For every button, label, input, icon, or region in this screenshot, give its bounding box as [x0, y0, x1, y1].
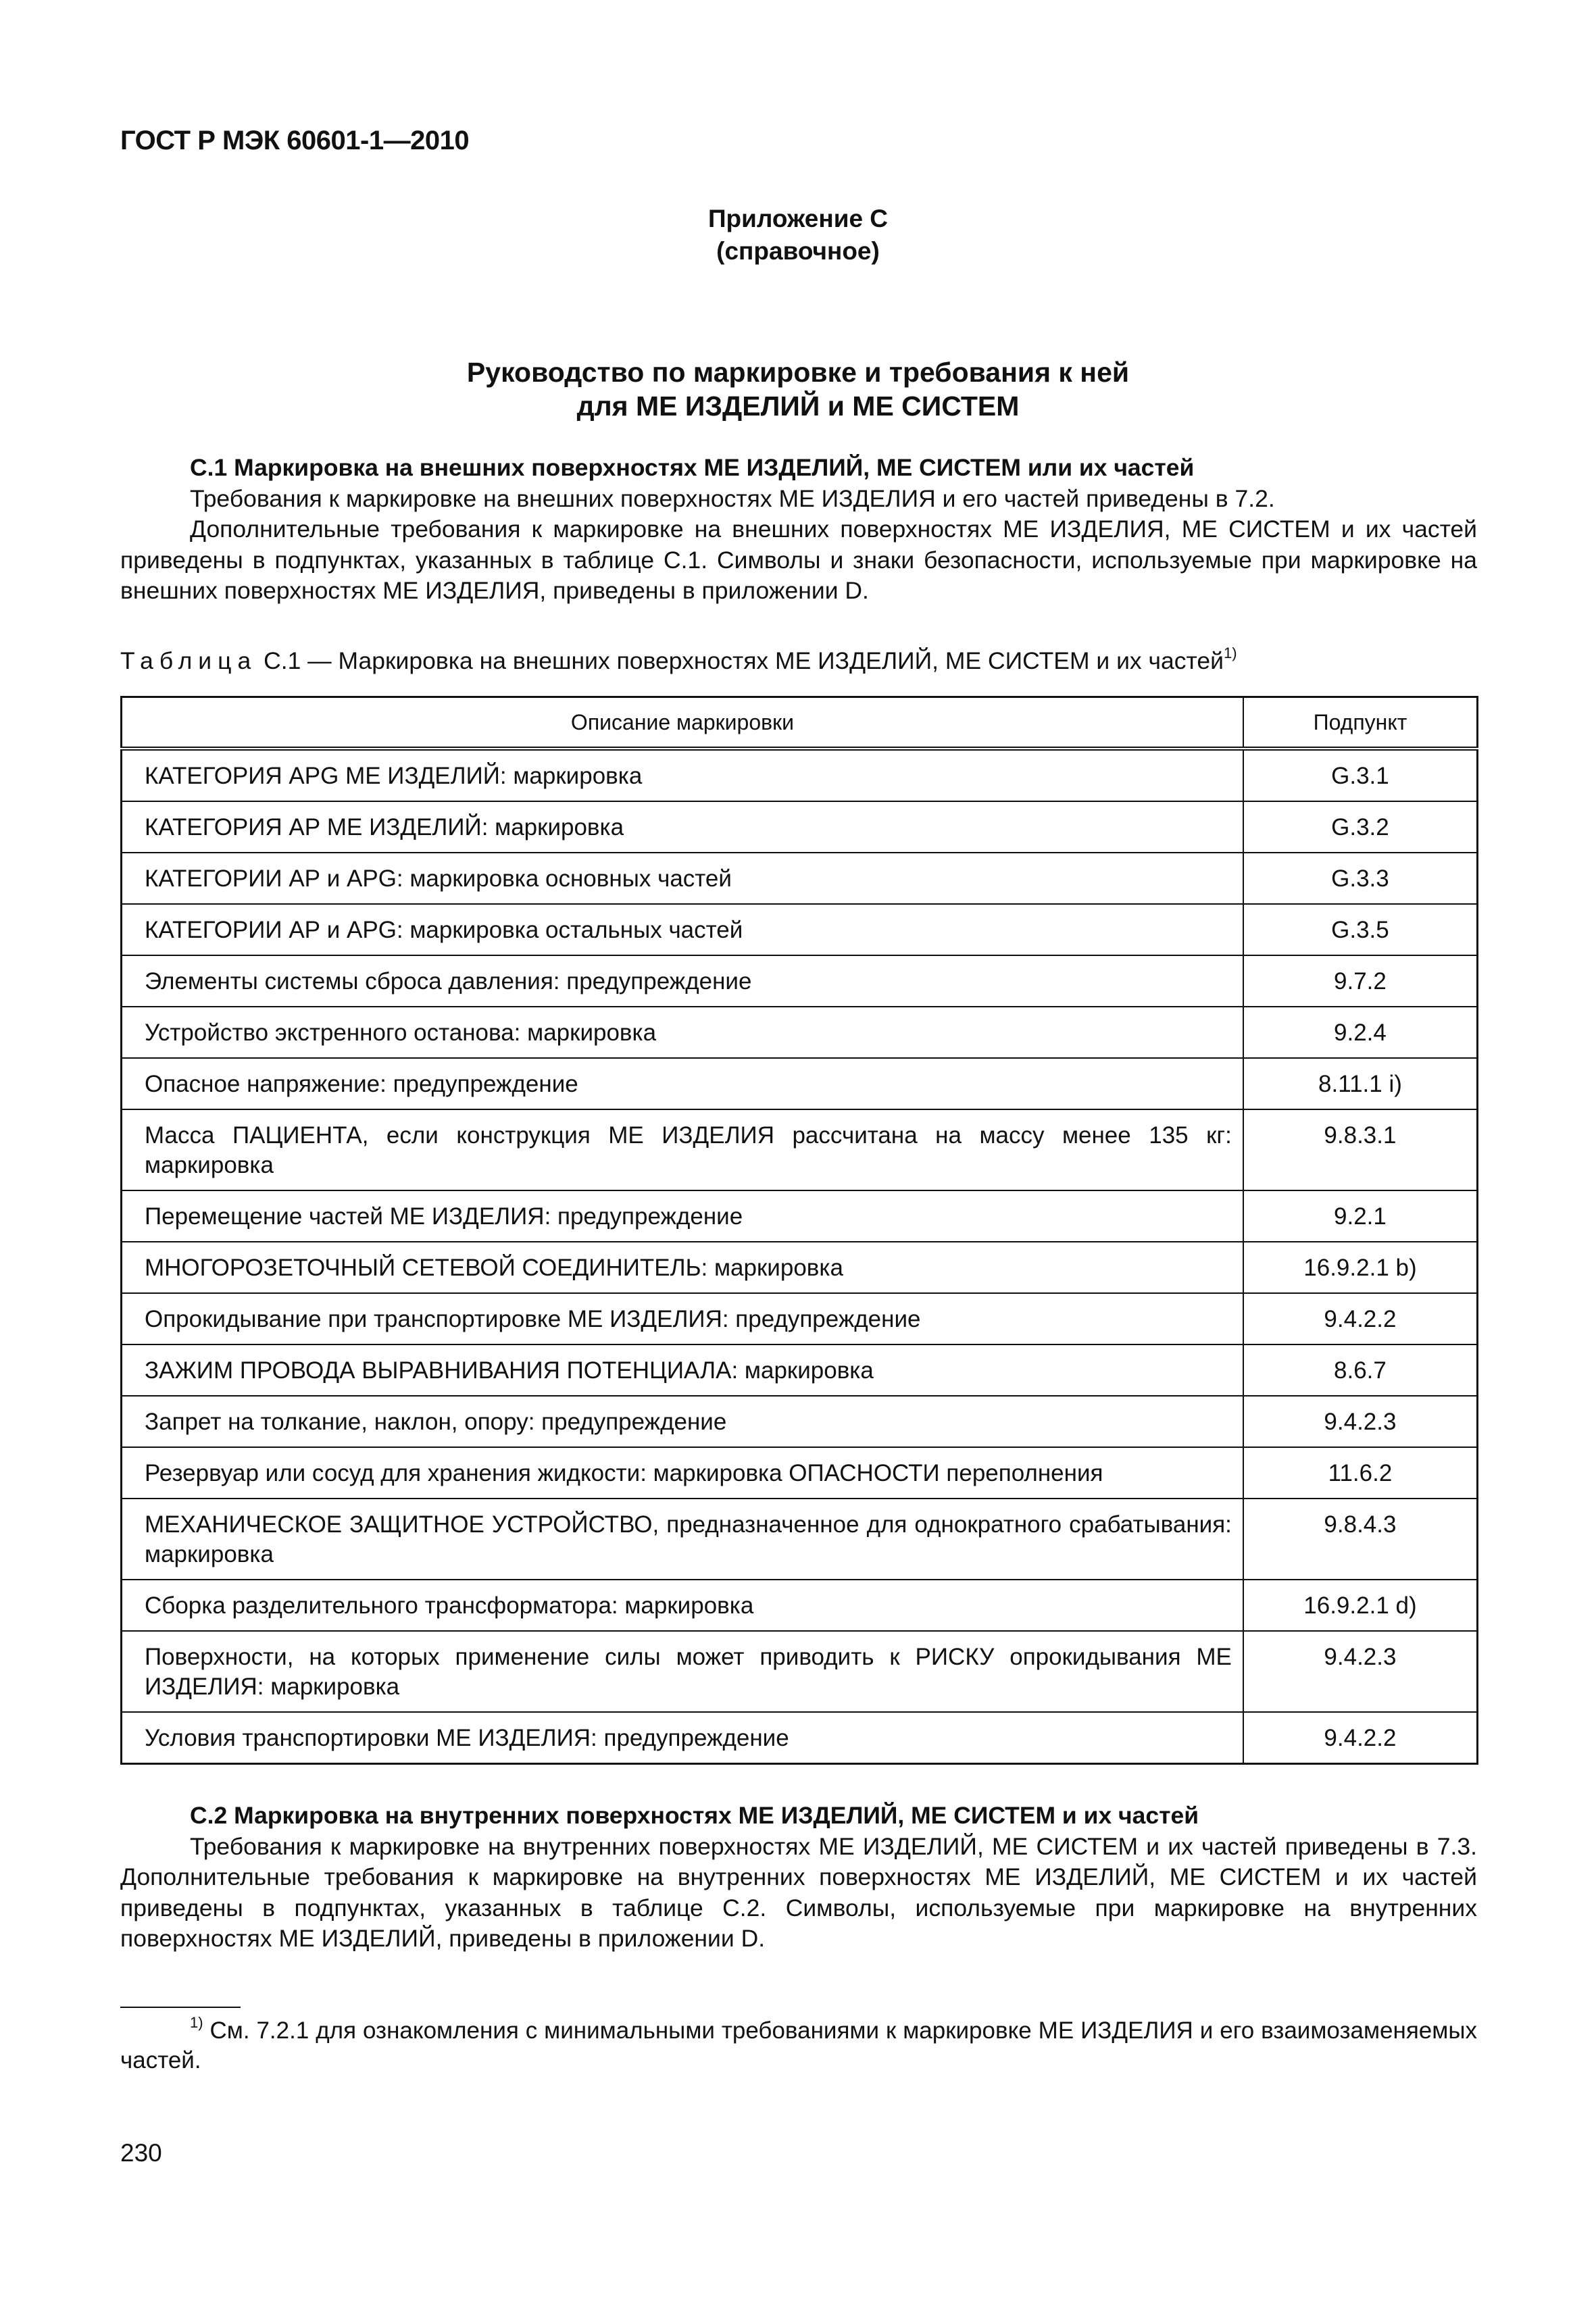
section-c1 [120, 453, 1477, 607]
table-row [122, 1631, 1478, 1712]
table-header-row [122, 697, 1478, 749]
cell-description: КАТЕГОРИЯ АР МЕ ИЗДЕЛИЙ: маркировка [122, 801, 1243, 853]
cell-subclause: 9.2.1 [1243, 1190, 1478, 1242]
cell-description: Опрокидывание при транспортировке МЕ ИЗДЕЛИЯ: предупреждение [122, 1293, 1243, 1344]
section-heading: С.2 Маркировка на внутренних поверхностях МЕ ИЗДЕЛИЙ, МЕ СИСТЕМ и их частей [190, 1802, 1199, 1829]
table-row [122, 1242, 1478, 1293]
table-caption-word: Таблица [120, 647, 257, 674]
annex-heading [0, 203, 1596, 268]
table-row [122, 1712, 1478, 1764]
footnote-reference: 1) [1223, 645, 1237, 661]
column-header-subclause: Подпункт [1243, 697, 1478, 749]
table-row [122, 1499, 1478, 1580]
table-row [122, 1580, 1478, 1631]
cell-subclause: 9.8.4.3 [1243, 1499, 1478, 1580]
cell-description: Элементы системы сброса давления: предупреждение [122, 955, 1243, 1007]
table-row [122, 1447, 1478, 1499]
paragraph: Требования к маркировке на внутренних поверхностях МЕ ИЗДЕЛИЙ, МЕ СИСТЕМ и их частей приведены в 7.3. Дополнительные требования к маркировке на внутренних поверхностях МЕ ИЗДЕЛИЙ, МЕ СИСТЕМ и их частей приведены в подпунктах, указанных в таблице С.2. Символы, используемые при маркировке на внутренних поверхностях МЕ ИЗДЕЛИЙ, приведены в приложении D. [120, 1832, 1477, 1952]
cell-subclause: 9.4.2.2 [1243, 1712, 1478, 1764]
cell-subclause: 16.9.2.1 b) [1243, 1242, 1478, 1293]
footnote-divider [120, 2007, 241, 2008]
document-title [0, 355, 1596, 423]
column-header-description: Описание маркировки [122, 697, 1243, 749]
cell-description: КАТЕГОРИИ АР и APG: маркировка основных частей [122, 853, 1243, 904]
table-row [122, 1007, 1478, 1058]
table-caption-text: С.1 — Маркировка на внешних поверхностях МЕ ИЗДЕЛИЙ, МЕ СИСТЕМ и их частей [264, 647, 1224, 674]
cell-subclause: 9.7.2 [1243, 955, 1478, 1007]
cell-subclause: 9.4.2.2 [1243, 1293, 1478, 1344]
cell-description: Поверхности, на которых применение силы может приводить к РИСКУ опрокидывания МЕ ИЗДЕЛИЯ: маркировка [122, 1631, 1243, 1712]
cell-description: КАТЕГОРИИ АР и APG: маркировка остальных частей [122, 904, 1243, 955]
cell-description: Условия транспортировки МЕ ИЗДЕЛИЯ: предупреждение [122, 1712, 1243, 1764]
document-title-line-1: Руководство по маркировке и требования к ней [466, 357, 1130, 388]
cell-subclause: 8.11.1 i) [1243, 1058, 1478, 1109]
cell-subclause: 9.4.2.3 [1243, 1396, 1478, 1447]
cell-subclause: 16.9.2.1 d) [1243, 1580, 1478, 1631]
standard-header: ГОСТ Р МЭК 60601-1—2010 [120, 126, 470, 155]
table-row [122, 1058, 1478, 1109]
marking-table [120, 696, 1478, 1765]
cell-subclause: 9.4.2.3 [1243, 1631, 1478, 1712]
table-row [122, 1344, 1478, 1396]
annex-title: Приложение С [707, 205, 889, 232]
table-row [122, 904, 1478, 955]
cell-description: Перемещение частей МЕ ИЗДЕЛИЯ: предупреждение [122, 1190, 1243, 1242]
footnote-marker: 1) [190, 2014, 203, 2031]
footnote [120, 2016, 1477, 2076]
cell-subclause: G.3.3 [1243, 853, 1478, 904]
annex-status: (справочное) [716, 237, 880, 265]
cell-description: ЗАЖИМ ПРОВОДА ВЫРАВНИВАНИЯ ПОТЕНЦИАЛА: маркировка [122, 1344, 1243, 1396]
table-row [122, 955, 1478, 1007]
cell-description: КАТЕГОРИЯ APG МЕ ИЗДЕЛИЙ: маркировка [122, 749, 1243, 801]
document-title-line-2: для МЕ ИЗДЕЛИЙ и МЕ СИСТЕМ [576, 391, 1020, 422]
cell-description: Сборка разделительного трансформатора: маркировка [122, 1580, 1243, 1631]
section-heading: С.1 Маркировка на внешних поверхностях МЕ ИЗДЕЛИЙ, МЕ СИСТЕМ или их частей [190, 454, 1195, 481]
cell-subclause: 11.6.2 [1243, 1447, 1478, 1499]
cell-subclause: 8.6.7 [1243, 1344, 1478, 1396]
table-row [122, 1190, 1478, 1242]
cell-subclause: 9.8.3.1 [1243, 1109, 1478, 1190]
table-caption [120, 646, 1477, 676]
cell-description: МНОГОРОЗЕТОЧНЫЙ СЕТЕВОЙ СОЕДИНИТЕЛЬ: маркировка [122, 1242, 1243, 1293]
cell-subclause: G.3.5 [1243, 904, 1478, 955]
section-c2 [120, 1801, 1477, 1955]
paragraph: Дополнительные требования к маркировке на внешних поверхностях МЕ ИЗДЕЛИЯ, МЕ СИСТЕМ и их частей приведены в подпунктах, указанных в таблице С.1. Символы и знаки безопасности, используемые при маркировке на внешних поверхностях МЕ ИЗДЕЛИЯ, приведены в приложении D. [120, 515, 1477, 604]
cell-description: Резервуар или сосуд для хранения жидкости: маркировка ОПАСНОСТИ переполнения [122, 1447, 1243, 1499]
cell-subclause: 9.2.4 [1243, 1007, 1478, 1058]
cell-description: МЕХАНИЧЕСКОЕ ЗАЩИТНОЕ УСТРОЙСТВО, предназначенное для однократного срабатывания: маркировка [122, 1499, 1243, 1580]
table-row [122, 801, 1478, 853]
cell-description: Масса ПАЦИЕНТА, если конструкция МЕ ИЗДЕЛИЯ рассчитана на массу менее 135 кг: маркировка [122, 1109, 1243, 1190]
table-row [122, 1396, 1478, 1447]
cell-description: Устройство экстренного останова: маркировка [122, 1007, 1243, 1058]
table-row [122, 1109, 1478, 1190]
paragraph: Требования к маркировке на внешних поверхностях МЕ ИЗДЕЛИЯ и его частей приведены в 7.2. [190, 484, 1275, 512]
cell-subclause: G.3.2 [1243, 801, 1478, 853]
cell-description: Опасное напряжение: предупреждение [122, 1058, 1243, 1109]
cell-description: Запрет на толкание, наклон, опору: предупреждение [122, 1396, 1243, 1447]
table-row [122, 853, 1478, 904]
table-row [122, 749, 1478, 801]
table-row [122, 1293, 1478, 1344]
cell-subclause: G.3.1 [1243, 749, 1478, 801]
page-number: 230 [120, 2139, 162, 2167]
footnote-text: См. 7.2.1 для ознакомления с минимальными требованиями к маркировке МЕ ИЗДЕЛИЯ и его взаимозаменяемых частей. [120, 2017, 1477, 2073]
